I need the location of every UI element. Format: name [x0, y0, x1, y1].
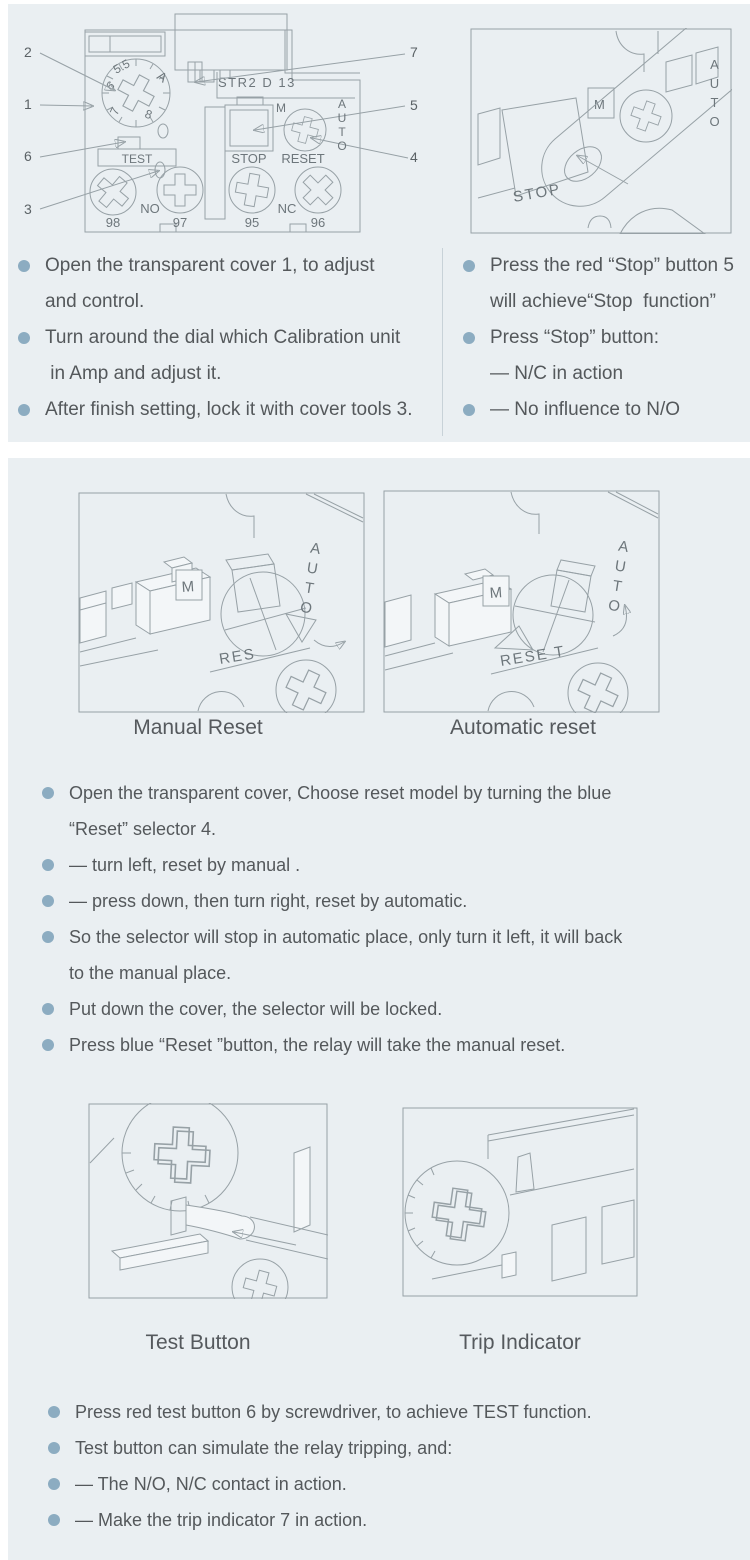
- bullet-dot: [48, 1514, 60, 1526]
- bullet-item: [48, 1466, 728, 1502]
- test-instructions: [48, 1394, 728, 1538]
- adjust-instructions: [18, 248, 438, 428]
- reset-label: RESE T: [498, 642, 567, 670]
- instruction-line: Open the transparent cover, Choose reset model by turning the blue: [69, 783, 612, 803]
- bullet-item: [463, 320, 748, 392]
- bullet-dot: [42, 1003, 54, 1015]
- bullet-item: [48, 1430, 728, 1466]
- bullet-item: [42, 775, 742, 847]
- callout-2: 2: [24, 44, 32, 60]
- red-trip-flag: [516, 1153, 534, 1192]
- instruction-line: Press blue “Reset ”button, the relay will take the manual reset.: [69, 1035, 566, 1055]
- bullet-dot: [42, 787, 54, 799]
- test-label: TEST: [121, 152, 153, 166]
- instruction-line: — The N/O, N/C contact in action.: [75, 1474, 347, 1494]
- instruction-line: to the manual place.: [69, 963, 232, 983]
- test-button-caption: Test Button: [145, 1331, 251, 1354]
- bullet-item: [18, 392, 438, 428]
- arrow-1-icon: [40, 105, 92, 106]
- instruction-line: — No influence to N/O: [490, 399, 681, 420]
- reset-label: RES: [217, 645, 258, 668]
- instruction-line: Press “Stop” button:: [490, 327, 659, 348]
- reset-selector: [620, 90, 672, 142]
- bullet-dot: [18, 404, 30, 416]
- screwdriver-shaft: [246, 1217, 328, 1259]
- bullet-item: [18, 248, 438, 320]
- instruction-line: So the selector will stop in automatic place, only turn it left, it will back: [69, 927, 623, 947]
- bullet-dot: [18, 260, 30, 272]
- test-button-diagram: [88, 1103, 328, 1299]
- bullet-dot: [48, 1478, 60, 1490]
- manual-reset-diagram: [78, 492, 365, 713]
- instruction-line: in Amp and adjust it.: [45, 363, 222, 384]
- device-face-diagram: [20, 10, 435, 245]
- auto-vertical-label: AUTO: [707, 57, 722, 133]
- bullet-dot: [463, 260, 475, 272]
- m-label: M: [489, 584, 503, 602]
- fingernail: [558, 140, 608, 188]
- green-arrow-icon: [578, 156, 628, 184]
- terminal-97: 97: [172, 215, 188, 230]
- bullet-dot: [48, 1442, 60, 1454]
- automatic-reset-caption: Automatic reset: [450, 716, 596, 739]
- instruction-line: and control.: [45, 291, 145, 312]
- callout-7: 7: [410, 44, 418, 60]
- bullet-dot: [463, 404, 475, 416]
- dial-value-8: 8: [142, 106, 155, 123]
- bullet-item: [18, 320, 438, 392]
- diagram-border: [403, 1108, 637, 1296]
- terminal-96: 96: [310, 215, 326, 230]
- green-test-button: [171, 1197, 186, 1235]
- bullet-dot: [42, 859, 54, 871]
- no-label: NO: [140, 201, 160, 216]
- stop-label: STOP: [231, 151, 267, 166]
- test-button-part: [118, 137, 140, 149]
- callout-5: 5: [410, 97, 418, 113]
- callout-6: 6: [24, 148, 32, 164]
- m-label: M: [594, 97, 605, 112]
- bullet-item: [42, 847, 742, 883]
- dial-value-7: 7: [107, 105, 123, 118]
- instruction-line: — press down, then turn right, reset by automatic.: [69, 891, 468, 911]
- terminal-98: 98: [105, 215, 121, 230]
- auto-vertical-label: AUTO: [603, 537, 634, 619]
- instruction-line: Press the red “Stop” button 5: [490, 255, 734, 276]
- terminal-95: 95: [244, 215, 260, 230]
- instruction-line: will achieve“Stop function”: [490, 291, 716, 312]
- auto-vertical-label: AUTO: [335, 97, 349, 153]
- calibration-dial: [102, 56, 170, 127]
- trip-indicator-caption: Trip Indicator: [459, 1331, 581, 1354]
- model-label: STR2 D 13: [218, 75, 296, 90]
- nc-label: NC: [277, 201, 297, 216]
- bullet-dot: [18, 332, 30, 344]
- instruction-line: Open the transparent cover 1, to adjust: [45, 255, 375, 276]
- instruction-line: — turn left, reset by manual .: [69, 855, 301, 875]
- dial-value-55: 5.5: [110, 56, 133, 77]
- manual-reset-caption: Manual Reset: [133, 716, 263, 739]
- reset-selector: [284, 109, 326, 151]
- m-label: M: [276, 101, 286, 115]
- bullet-item: [463, 392, 748, 428]
- bullet-item: [42, 919, 742, 991]
- trip-indicator-diagram: [402, 1107, 638, 1297]
- callout-4: 4: [410, 149, 418, 165]
- calibration-dial: [405, 1161, 509, 1265]
- stop-instructions: [463, 248, 748, 428]
- bullet-item: [42, 1027, 742, 1063]
- rotation-arrow-icon: [314, 640, 344, 647]
- bullet-item: [42, 883, 742, 919]
- instruction-line: Press red test button 6 by screwdriver, to achieve TEST function.: [75, 1402, 592, 1422]
- m-label: M: [181, 578, 195, 596]
- callout-3: 3: [24, 201, 32, 217]
- bullet-item: [42, 991, 742, 1027]
- bullet-dot: [48, 1406, 60, 1418]
- stop-label: STOP: [511, 180, 563, 206]
- arrow-2-icon: [40, 53, 114, 90]
- reset-instructions: [42, 775, 742, 1063]
- stop-press-diagram: [470, 28, 732, 234]
- column-divider: [442, 248, 443, 436]
- stop-button: [225, 97, 273, 151]
- callout-1: 1: [24, 96, 32, 112]
- second-finger: [620, 208, 705, 234]
- instruction-line: Test button can simulate the relay tripping, and:: [75, 1438, 453, 1458]
- instruction-line: Turn around the dial which Calibration unit: [45, 327, 401, 348]
- bullet-dot: [42, 1039, 54, 1051]
- instruction-line: — N/C in action: [490, 363, 624, 384]
- bullet-dot: [42, 895, 54, 907]
- dial-value-6: 6: [103, 78, 118, 94]
- instruction-line: — Make the trip indicator 7 in action.: [75, 1510, 368, 1530]
- bullet-dot: [463, 332, 475, 344]
- dial-unit-amp: A: [154, 68, 170, 86]
- bullet-item: [463, 248, 748, 320]
- terminal-screws: [90, 167, 341, 215]
- bullet-item: [48, 1502, 728, 1538]
- instruction-line: After finish setting, lock it with cover tools 3.: [45, 399, 413, 420]
- bullet-dot: [42, 931, 54, 943]
- auto-vertical-label: AUTO: [295, 539, 326, 621]
- instruction-line: Put down the cover, the selector will be locked.: [69, 999, 443, 1019]
- bullet-item: [48, 1394, 728, 1430]
- arrow-7-icon: [196, 54, 405, 82]
- calibration-dial: [122, 1103, 238, 1211]
- reset-label: RESET: [281, 151, 325, 166]
- instruction-line: “Reset” selector 4.: [69, 819, 217, 839]
